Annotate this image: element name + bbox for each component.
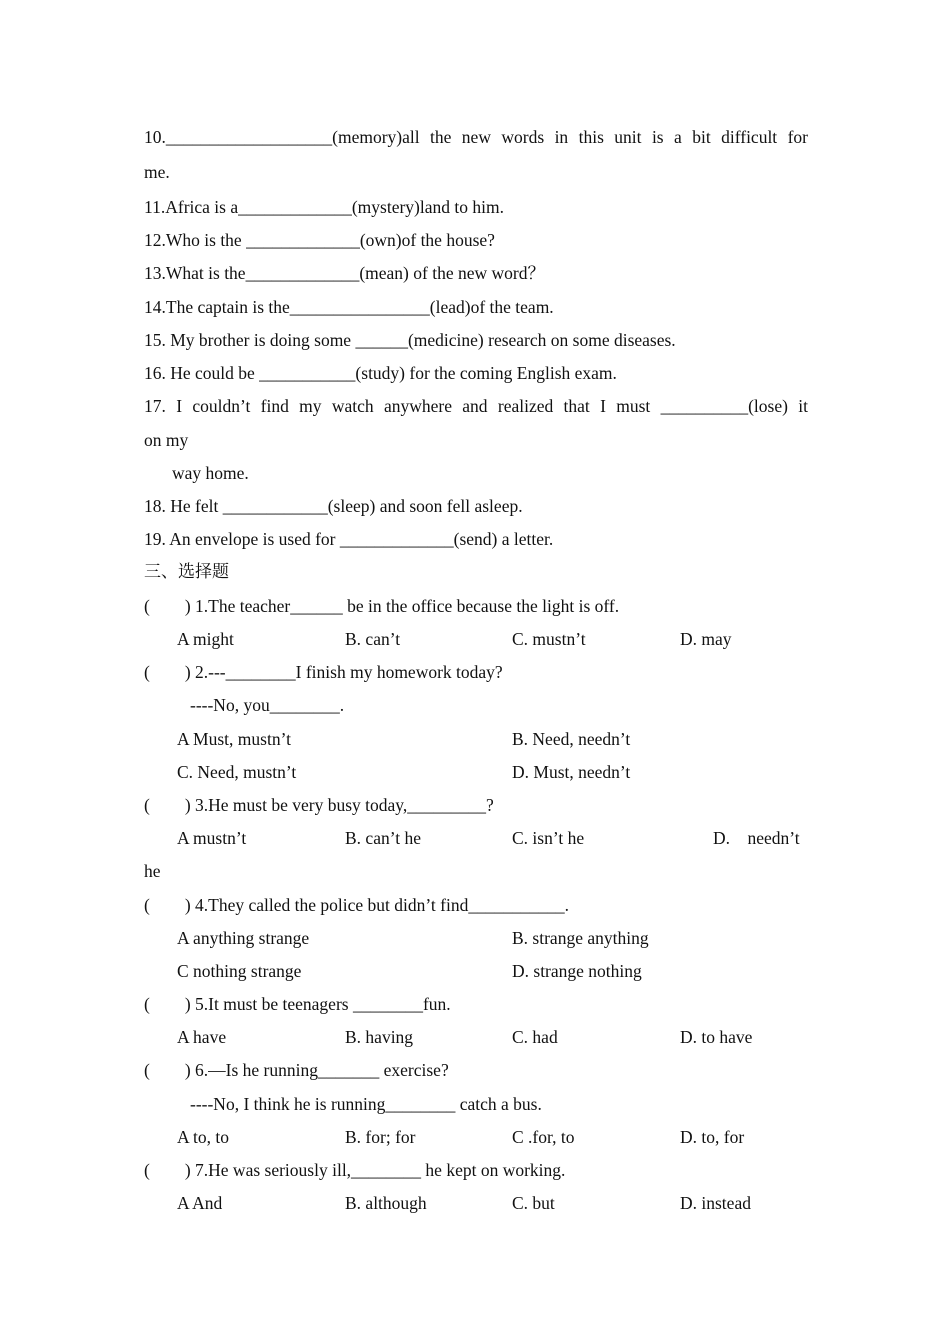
question-17-line-3: way home. (172, 463, 249, 483)
question-16: 16. He could be ___________(study) for the coming English exam. (144, 363, 617, 383)
mc-7-option-d: D. instead (680, 1193, 751, 1213)
mc-question-1: ( ) 1.The teacher______ be in the office because the light is off. (144, 596, 620, 616)
question-15: 15. My brother is doing some ______(medicine) research on some diseases. (144, 330, 676, 350)
mc-2-option-a: A Must, mustn’t (177, 729, 291, 749)
mc-1-option-d: D. may (680, 629, 732, 649)
mc-question-5: ( ) 5.It must be teenagers ________fun. (144, 994, 451, 1014)
question-18: 18. He felt ____________(sleep) and soon fell asleep. (144, 496, 523, 516)
question-10-line-1: 10.___________________(memory)all the new words in this unit is a bit difficult for (144, 127, 808, 147)
mc-5-option-b: B. having (345, 1027, 414, 1047)
mc-4-option-b: B. strange anything (512, 928, 649, 948)
mc-3-option-b: B. can’t he (345, 828, 421, 848)
mc-question-4: ( ) 4.They called the police but didn’t find___________. (144, 895, 569, 915)
question-13: 13.What is the_____________(mean) of the new word？ (144, 263, 545, 283)
mc-4-option-a: A anything strange (177, 928, 310, 948)
mc-5-option-c: C. had (512, 1027, 558, 1047)
mc-1-option-b: B. can’t (345, 629, 401, 649)
mc-3-option-a: A mustn’t (177, 828, 247, 848)
mc-question-3: ( ) 3.He must be very busy today,_________? (144, 795, 494, 815)
mc-question-6: ( ) 6.—Is he running_______ exercise? (144, 1060, 449, 1080)
mc-2-option-b: B. Need, needn’t (512, 729, 631, 749)
question-10-line-2: me. (144, 162, 170, 182)
question-19: 19. An envelope is used for _____________(send) a letter. (144, 529, 554, 549)
mc-6-option-d: D. to, for (680, 1127, 745, 1147)
mc-3-option-d-wrap: he (144, 861, 161, 881)
mc-2-option-c: C. Need, mustn’t (177, 762, 297, 782)
mc-4-option-d: D. strange nothing (512, 961, 642, 981)
mc-6-option-b: B. for; for (345, 1127, 416, 1147)
question-11: 11.Africa is a_____________(mystery)land to him. (144, 197, 504, 217)
question-14: 14.The captain is the________________(lead)of the team. (144, 297, 554, 317)
mc-question-7: ( ) 7.He was seriously ill,________ he kept on working. (144, 1160, 566, 1180)
mc-5-option-a: A have (177, 1027, 227, 1047)
mc-3-option-c: C. isn’t he (512, 828, 585, 848)
mc-question-2: ( ) 2.---________I finish my homework today? (144, 662, 503, 682)
mc-6-option-a: A to, to (177, 1127, 230, 1147)
question-17-line-2: on my (144, 430, 189, 450)
mc-1-option-c: C. mustn’t (512, 629, 586, 649)
mc-1-option-a: A might (177, 629, 234, 649)
mc-2-reply: ----No, you________. (190, 695, 345, 715)
question-17-line-1: 17. I couldn’t find my watch anywhere and realized that I must __________(lose) it (144, 396, 808, 416)
question-12: 12.Who is the _____________(own)of the house? (144, 230, 495, 250)
mc-3-option-d: D. needn’t (713, 828, 800, 848)
section-title: 三、选择题 (144, 562, 229, 582)
mc-6-reply: ----No, I think he is running________ catch a bus. (190, 1094, 542, 1114)
mc-4-option-c: C nothing strange (177, 961, 302, 981)
mc-2-option-d: D. Must, needn’t (512, 762, 631, 782)
mc-5-option-d: D. to have (680, 1027, 753, 1047)
mc-6-option-c: C .for, to (512, 1127, 575, 1147)
mc-7-option-c: C. but (512, 1193, 555, 1213)
mc-7-option-b: B. although (345, 1193, 427, 1213)
mc-7-option-a: A And (177, 1193, 223, 1213)
